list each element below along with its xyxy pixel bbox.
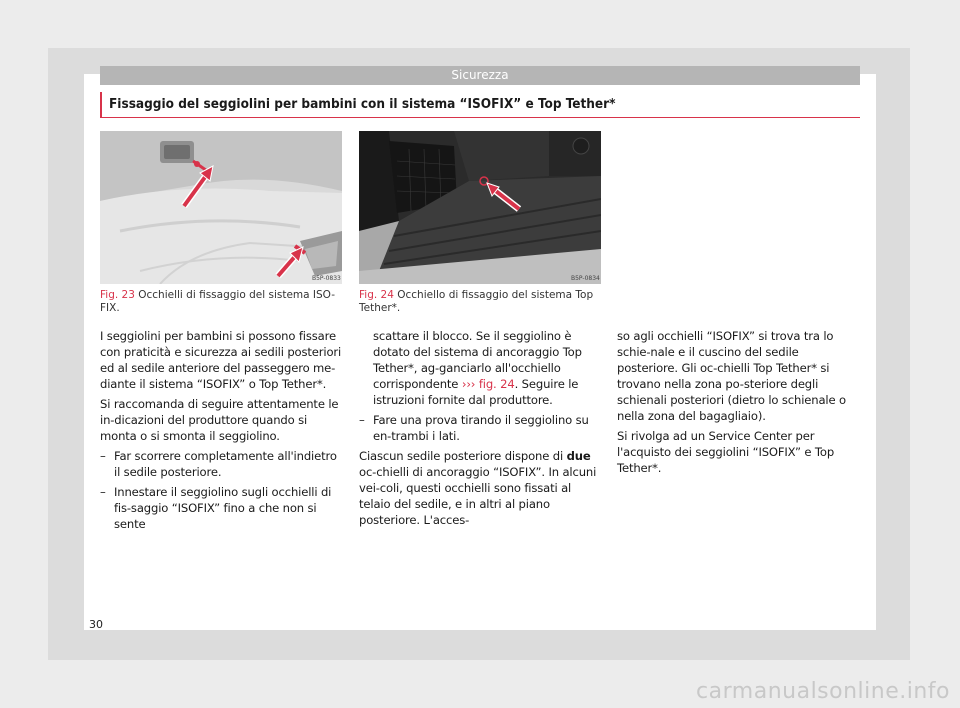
text-span: scattare il blocco. Se il seggiolino è dotato del sistema di ancoraggio Top Tether*, ag-ganciarlo all'occhiello corrispondente bbox=[373, 329, 582, 391]
figure-caption bbox=[100, 289, 342, 315]
paragraph bbox=[359, 448, 603, 528]
list-item: – Innestare il seggiolino sugli occhielli di fis-saggio “ISOFIX” fino a che non si sente bbox=[100, 484, 344, 532]
paragraph bbox=[359, 328, 603, 408]
page-title: Fissaggio del seggiolini per bambini con il sistema “ISOFIX” e Top Tether* bbox=[100, 92, 860, 118]
paragraph: so agli occhielli “ISOFIX” si trova tra lo schie-nale e il cuscino del sedile posteriore. Gli oc-chielli Top Tether* si trovano nella zona po-steriore degli schienali posteriori (dietro lo schienale o nella zona del bagagliaio). bbox=[617, 329, 846, 423]
cross-reference-arrows: ››› bbox=[461, 377, 476, 391]
figure-caption bbox=[359, 289, 601, 315]
text-column-3 bbox=[617, 328, 861, 480]
figure-label: Fig. 24 bbox=[359, 289, 394, 301]
text-column-1 bbox=[100, 328, 344, 536]
paragraph: Si raccomanda di seguire attentamente le in-dicazioni del produttore quando si monta o si smonta il seggiolino. bbox=[100, 397, 339, 443]
list-item: – Fare una prova tirando il seggiolino su en-trambi i lati. bbox=[359, 412, 603, 444]
text-column-2 bbox=[359, 328, 603, 532]
isofix-seat-image bbox=[100, 131, 342, 284]
text-span: Ciascun sedile posteriore dispone di bbox=[359, 449, 567, 463]
figure-label: Fig. 23 bbox=[100, 289, 135, 301]
list-item: – Far scorrere completamente all'indietro il sedile posteriore. bbox=[100, 448, 344, 480]
paragraph: I seggiolini per bambini si possono fissare con praticità e sicurezza ai sedili posteriori ed al sedile anteriore del passeggero me-diante il sistema “ISOFIX” o Top Tether*. bbox=[100, 329, 342, 391]
watermark: carmanualsonline.info bbox=[696, 679, 950, 704]
figure-23 bbox=[100, 131, 342, 315]
figure-caption-text: Occhiello di fissaggio del sistema Top Tether*. bbox=[359, 289, 594, 314]
figure-24 bbox=[359, 131, 601, 315]
top-tether-trunk-image bbox=[359, 131, 601, 284]
figure-reference-link[interactable]: fig. 24 bbox=[478, 377, 515, 391]
figure-caption-text: Occhielli di fissaggio del sistema ISO-FIX. bbox=[100, 289, 336, 314]
emphasis: due bbox=[566, 449, 591, 463]
paragraph: Si rivolga ad un Service Center per l'acquisto dei seggiolini “ISOFIX” e Top Tether*. bbox=[617, 429, 835, 475]
page-number: 30 bbox=[89, 618, 103, 631]
figure-code: B5P-0834 bbox=[571, 275, 600, 282]
section-header: Sicurezza bbox=[100, 66, 860, 85]
text-span: . Seguire le istruzioni fornite dal produttore. bbox=[373, 377, 579, 407]
figure-code: B5P-0833 bbox=[312, 275, 341, 282]
text-span: oc-chielli di ancoraggio “ISOFIX”. In alcuni vei-coli, questi occhielli sono fissati al telaio del sedile, e in altri al piano posteriore. L'acces- bbox=[359, 465, 597, 527]
